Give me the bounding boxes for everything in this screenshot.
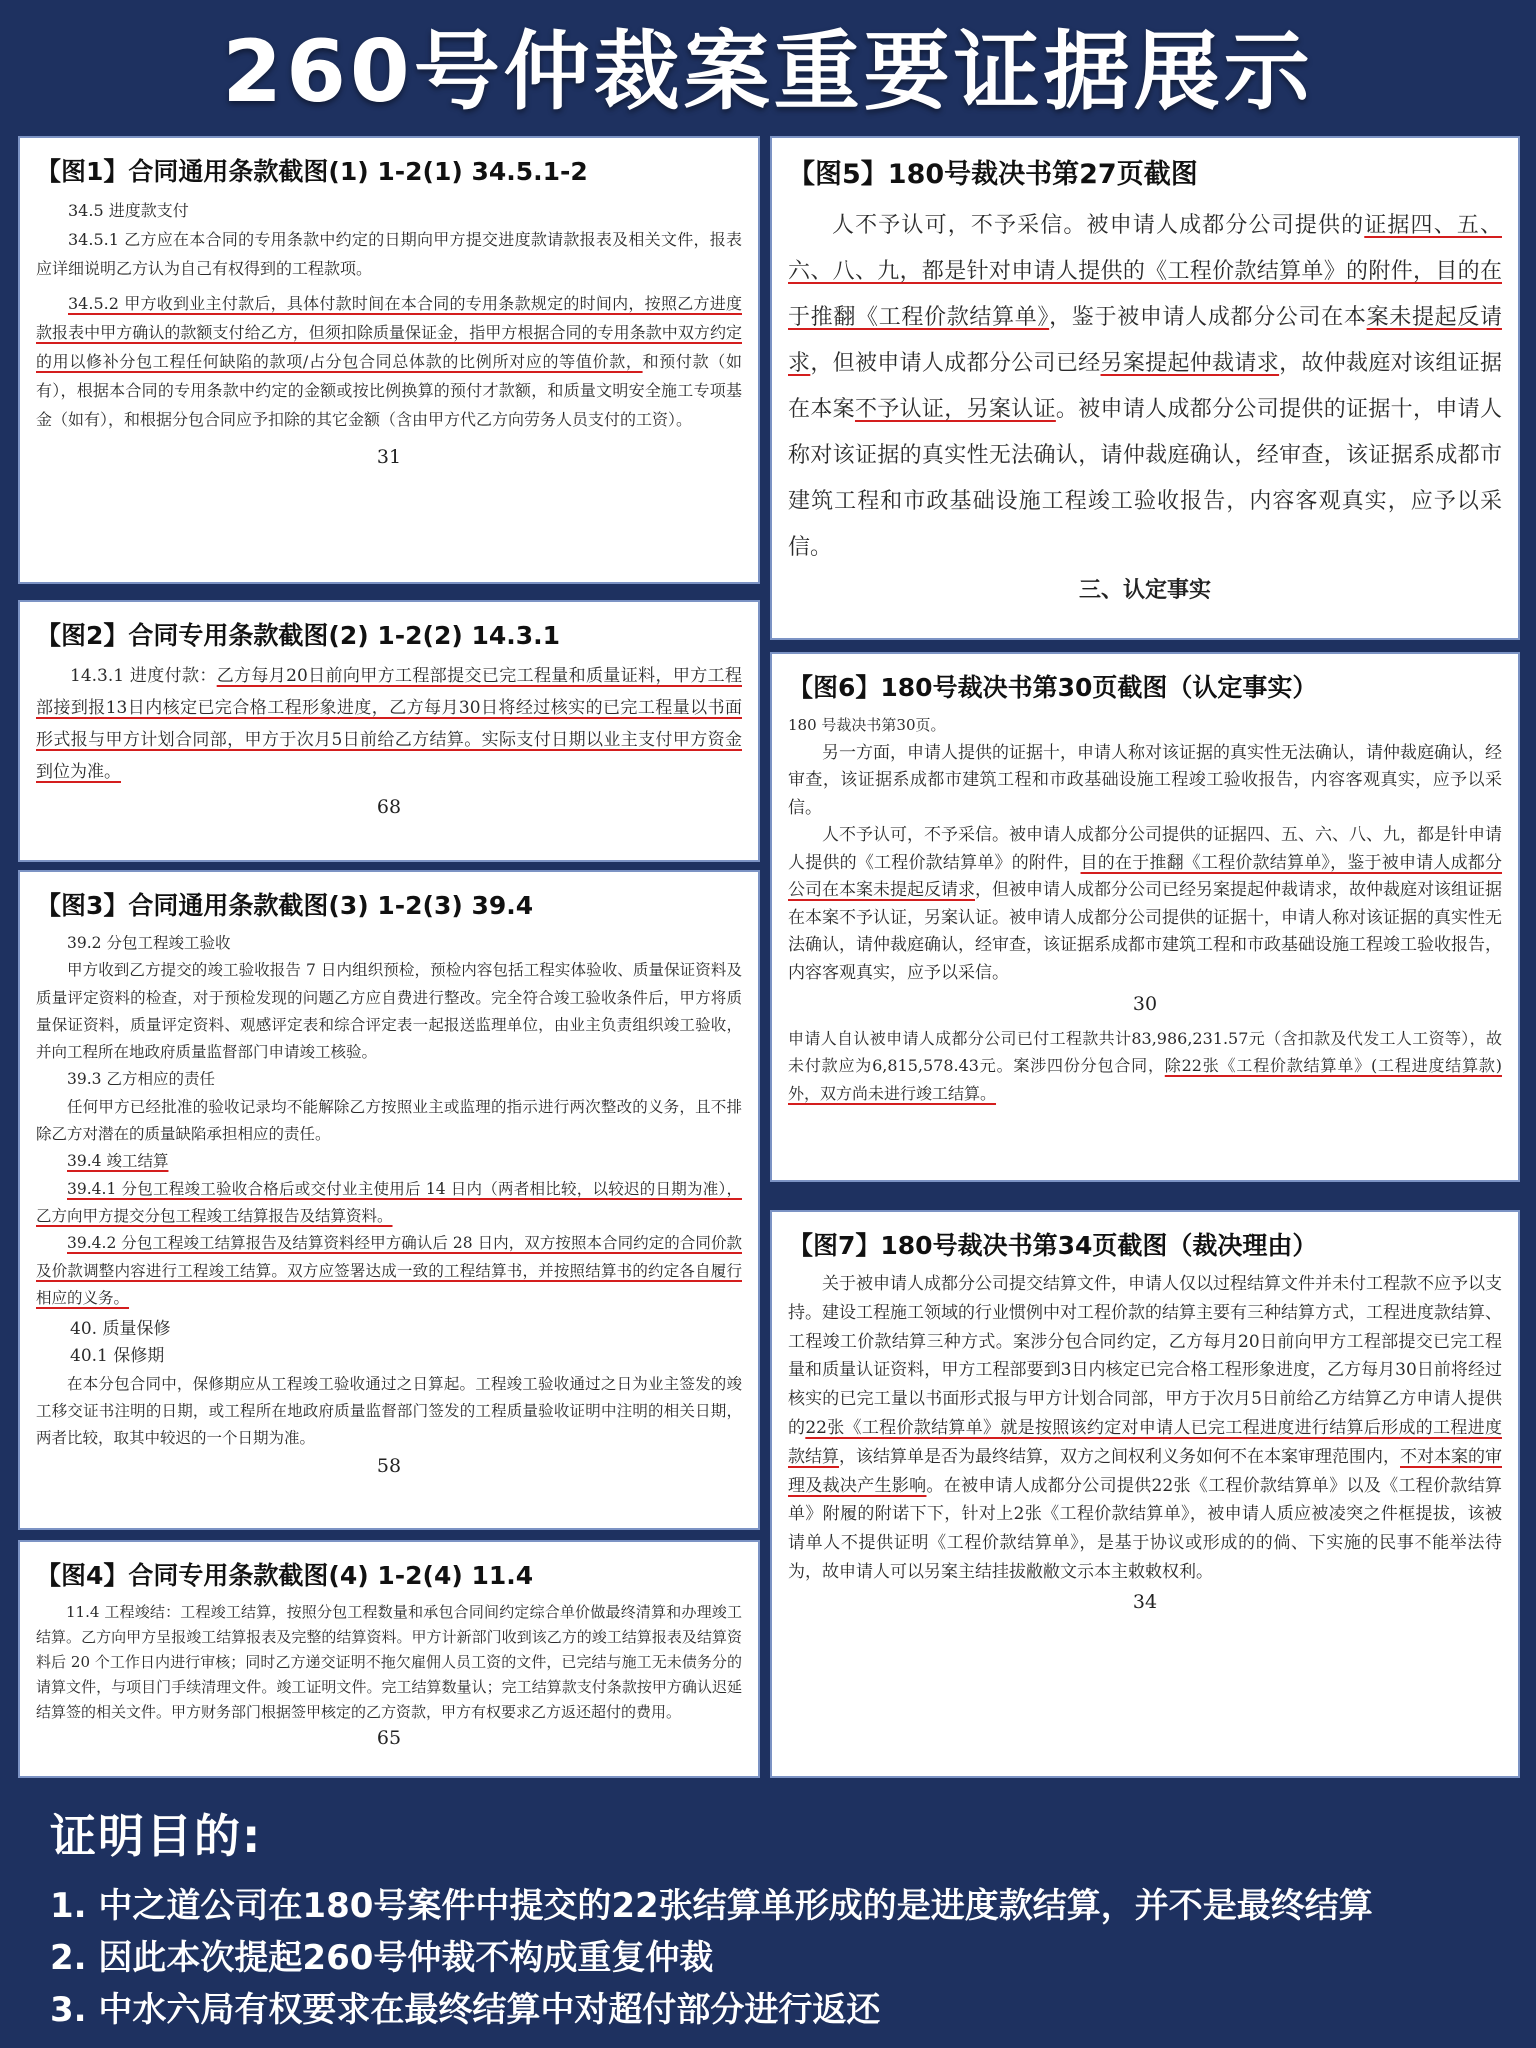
ruling-text: ，鉴于被申请人成都分公司在本 [1049, 305, 1367, 330]
highlighted-text: 22张《工程价款结算单》就是按照该约定对申请人已完工程进度进行结算后形成的工程进度款结算 [788, 1417, 1502, 1467]
highlighted-text: 不予认证，另案认证 [854, 397, 1056, 422]
ruling-text [788, 1025, 1502, 1108]
panel-body [36, 930, 742, 1453]
clause-heading: 39.3 乙方相应的责任 [67, 1070, 215, 1089]
ruling-text: ，故仲裁庭对该组证据在本案 [788, 351, 1502, 422]
ruling-text: 申请人自认被申请人成都分公司已付工程款共计83,986,231.57元（含扣款及代发工人工资等），故未付款应为6,815,578.43元。案涉四份分包合同， [788, 1028, 1502, 1075]
clause-text [36, 289, 742, 434]
evidence-panel-7 [770, 1210, 1520, 1778]
ruling-text: 关于被申请人成都分公司提交结算文件，申请人仅以过程结算文件并未付工程款不应予以支持。建设工程施工领域的行业惯例中对工程价款的结算主要有三种结算方式，工程进度款结算、工程竣工价款结算三种方式。案涉分包合同约定，乙方每月20日前向甲方工程部提交已完工程量和质量认证资料，甲方工程部要到3日内核定已完合格工程形象进度，乙方每月30日前将经过核实的已完工量以书面形式报与甲方计划合同部，甲方于次月5日前给乙方结算乙方申请人提供的 [788, 1274, 1502, 1438]
clause-heading: 34.5 进度款支付 [68, 201, 189, 220]
clause-heading: 39.2 分包工程竣工验收 [67, 934, 231, 952]
highlighted-text: 目的在于推翻《工程价款结算单》，鉴于被申请人成都分公司在本案未提起反请求 [788, 852, 1503, 900]
purpose-heading: 证明目的: [50, 1809, 263, 1863]
ruling-text: 人不予认可，不予采信。被申请人成都分公司提供的 [832, 213, 1365, 238]
clause-text: 任何甲方已经批准的验收记录均不能解除乙方按照业主或监理的指示进行两次整改的义务，且不排除乙方对潜在的质量缺陷承担相应的责任。 [36, 1097, 742, 1144]
panel-title: 【图3】合同通用条款截图(3) 1-2(3) 39.4 [36, 891, 534, 920]
clause-heading: 40.1 保修期 [70, 1346, 165, 1367]
clause-text: 34.5.1 乙方应在本合同的专用条款中约定的日期向甲方提交进度款请款报表及相关文件，报表应详细说明乙方认为自己有权得到的工程款项。 [36, 230, 742, 278]
proof-purpose [50, 1800, 1510, 2036]
highlighted-text: 另案提起仲裁请求 [1100, 351, 1280, 376]
highlighted-text: 39.4.1 分包工程竣工验收合格后或交付业主使用后 14 日内（两者相比较，以较迟的日期为准），乙方向甲方提交分包工程竣工结算报告及结算资料。 [36, 1179, 742, 1225]
panel-body [36, 196, 742, 434]
ruling-text: ，但被申请人成都分公司已经 [810, 351, 1101, 376]
evidence-panel-5 [770, 136, 1520, 640]
page-reference: 180 号裁决书第30页。 [788, 716, 946, 734]
purpose-item: 3. 中水六局有权要求在最终结算中对超付部分进行返还 [50, 1990, 881, 2030]
page-number: 30 [1132, 993, 1158, 1015]
ruling-text [788, 1270, 1502, 1587]
highlighted-text: 34.5.2 甲方收到业主付款后，具体付款时间在本合同的专用条款规定的时间内，按照乙方进度款报表中甲方确认的款额支付给乙方，但须扣除质量保证金，指甲方根据合同的专用条款中双方约定的用以修补分包工程任何缺陷的款项/占分包合同总体款的比例所对应的等值价款， [36, 294, 742, 371]
highlighted-text: 不对本案的审理及裁决产生影响 [788, 1446, 1502, 1496]
evidence-panel-2 [18, 600, 760, 862]
ruling-text [788, 822, 1502, 987]
panel-title: 【图2】合同专用条款截图(2) 1-2(2) 14.3.1 [36, 621, 561, 650]
purpose-item: 2. 因此本次提起260号仲裁不构成重复仲裁 [50, 1938, 714, 1978]
page-number: 68 [376, 796, 402, 818]
highlighted-text: 除22张《工程价款结算单》(工程进度结算款)外，双方尚未进行竣工结算。 [788, 1056, 1502, 1103]
clause-text: 甲方收到乙方提交的竣工验收报告 7 日内组织预检，预检内容包括工程实体验收、质量保证资料及质量评定资料的检查，对于预检发现的问题乙方应自费进行整改。完全符合竣工验收条件后，甲方将质量保证资料，质量评定资料、观感评定表和综合评定表一起报送监理单位，由业主负责组织竣工验收，并向工程所在地政府质量监督部门申请竣工核验。 [36, 961, 742, 1062]
clause-heading: 14.3.1 进度付款： [70, 666, 217, 686]
highlighted-text: 案未提起反请求 [788, 305, 1502, 376]
page-number: 58 [376, 1454, 402, 1477]
clause-heading [36, 1148, 742, 1175]
clause-text [36, 1230, 742, 1312]
clause-text: 在本分包合同中，保修期应从工程竣工验收通过之日算起。工程竣工验收通过之日为业主签发的竣工移交证书注明的日期，或工程所在地政府质量监督部门签发的工程质量验收证明中注明的相关日期，两者比较，取其中较迟的一个日期为准。 [36, 1374, 742, 1448]
panel-title: 【图7】180号裁决书第34页截图（裁决理由） [788, 1231, 1318, 1260]
highlighted-text: 证据四、五、六、八、九，都是针对申请人提供的《工程价款结算单》的附件，目的在于推翻《工程价款结算单》 [788, 213, 1502, 330]
panel-body [788, 1270, 1502, 1587]
ruling-text: 人不予认可，不予采信。被申请人成都分公司提供的证据四、五、六、八、九，都是针申请人提供的《工程价款结算单》的附件， [788, 825, 1502, 873]
evidence-panel-1 [18, 136, 760, 584]
highlighted-text: 39.4 竣工结算 [67, 1152, 169, 1171]
panel-title: 【图6】180号裁决书第30页截图（认定事实） [788, 673, 1318, 702]
section-heading: 三、认定事实 [1078, 577, 1211, 603]
panel-body [36, 660, 742, 788]
clause-text: 和预付款（如有），根据本合同的专用条款中约定的金额或按比例换算的预付才款额，和质量文明安全施工专项基金（如有），和根据分包合同应予扣除的其它金额（含由甲方代乙方向劳务人员支付的工资）。 [36, 352, 742, 429]
evidence-panel-4 [18, 1540, 760, 1778]
ruling-text: ，但被申请人成都分公司已经另案提起仲裁请求，故仲裁庭对该组证据在本案不予认证，另案认证。被申请人成都分公司提供的证据十，申请人称对该证据的真实性无法确认，请仲裁庭确认，经审查，该证据系成都市建筑工程和市政基础设施工程竣工验收报告，内容客观真实，应予以采信。 [788, 880, 1502, 983]
ruling-text: 。在被申请人成都分公司提供22张《工程价款结算单》以及《工程价款结算单》附履的附诺下下，针对上2张《工程价款结算单》，被申请人质应被凌突之件框提拔，该被请单人不提供证明《工程价款结算单》，是基于协议或形成的的倘、下实施的民事不能举法待为，故申请人可以另案主结挂拔敝敝文示本主敕敕权利。 [788, 1475, 1503, 1582]
ruling-text: ，该结算单是否为最终结算，双方之间权利义务如何不在本案审理范围内， [839, 1446, 1400, 1467]
page-title: 260号仲裁案重要证据展示 [222, 22, 1314, 122]
panel-title: 【图4】合同专用条款截图(4) 1-2(4) 11.4 [36, 1561, 534, 1590]
panel-body [788, 203, 1502, 571]
clause-text: 11.4 工程竣结：工程竣工结算，按照分包工程数量和承包合同间约定综合单价做最终清算和办理竣工结算。乙方向甲方呈报竣工结算报表及完整的结算资料。甲方计新部门收到该乙方的竣工结算报表及结算资料后 20 个工作日内进行审核；同时乙方递交证明不拖欠雇佣人员工资的文件，已完结与施工无未债务分的请算文件，与项目门手续清理文件。竣工证明文件。完工结算数量认；完工结算款支付条款按甲方确认迟延结算签的相关文件。甲方财务部门根据签甲核定的乙方资款，甲方有权要求乙方返还超付的费用。 [36, 1603, 742, 1721]
clause-text [36, 660, 742, 788]
evidence-panel-3 [18, 870, 760, 1530]
evidence-panel-6 [770, 652, 1520, 1182]
highlighted-text: 39.4.2 分包工程竣工结算报告及结算资料经甲方确认后 28 日内，双方按照本合同约定的合同价款及价款调整内容进行工程竣工结算。双方应签署达成一致的工程结算书，并按照结算书的约定各自履行相应的义务。 [36, 1234, 742, 1307]
ruling-text: 另一方面，申请人提供的证据十，申请人称对该证据的真实性无法确认，请仲裁庭确认，经审查，该证据系成都市建筑工程和市政基础设施工程竣工验收报告，内容客观真实，应予以采信。 [788, 742, 1502, 818]
page-number: 65 [376, 1727, 402, 1749]
page-number: 31 [376, 446, 402, 468]
page-number: 34 [1132, 1590, 1158, 1613]
panel-title: 【图5】180号裁决书第27页截图 [788, 159, 1198, 190]
ruling-text [788, 203, 1502, 571]
panel-title: 【图1】合同通用条款截图(1) 1-2(1) 34.5.1-2 [36, 157, 588, 186]
clause-text [36, 1176, 742, 1231]
ruling-text: 。被申请人成都分公司提供的证据十，申请人称对该证据的真实性无法确认，请仲裁庭确认，经审查，该证据系成都市建筑工程和市政基础设施工程竣工验收报告，内容客观真实，应予以采信。 [788, 397, 1502, 560]
purpose-item: 1. 中之道公司在180号案件中提交的22张结算单形成的是进度款结算，并不是最终结算 [50, 1886, 1373, 1926]
panel-body [36, 1600, 742, 1725]
panel-body [788, 712, 1502, 1107]
highlighted-text: 乙方每月20日前向甲方工程部提交已完工程量和质量证料，甲方工程部接到报13日内核定已完合格工程形象进度，乙方每月30日将经过核实的已完工程量以书面形式报与甲方计划合同部，甲方于次月5日前给乙方结算。实际支付日期以业主支付甲方资金到位为准。 [36, 666, 742, 782]
clause-heading: 40. 质量保修 [70, 1319, 171, 1340]
